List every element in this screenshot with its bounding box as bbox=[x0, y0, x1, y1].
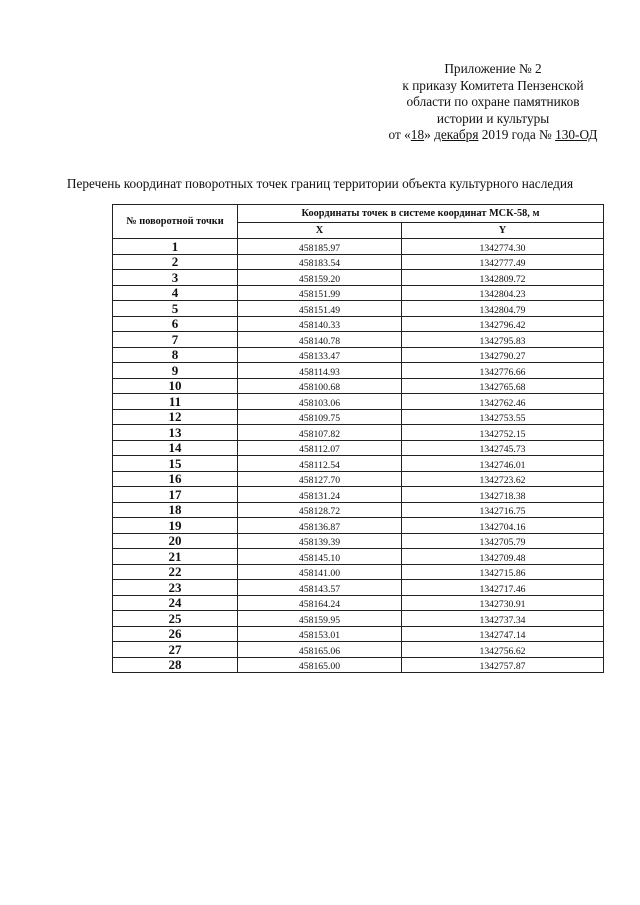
y-coordinate-cell: 1342809.72 bbox=[402, 270, 604, 286]
date-prefix: от « bbox=[388, 127, 411, 143]
x-coordinate-cell: 458164.24 bbox=[238, 595, 402, 611]
table-row bbox=[113, 595, 604, 611]
y-coordinate-cell: 1342717.46 bbox=[402, 580, 604, 596]
x-coordinate-cell: 458109.75 bbox=[238, 409, 402, 425]
x-coordinate-cell: 458141.00 bbox=[238, 564, 402, 580]
x-coordinate-cell: 458107.82 bbox=[238, 425, 402, 441]
x-coordinate-cell: 458112.54 bbox=[238, 456, 402, 472]
x-coordinate-cell: 458112.07 bbox=[238, 440, 402, 456]
x-coordinate-cell: 458185.97 bbox=[238, 239, 402, 255]
x-coordinate-cell: 458145.10 bbox=[238, 549, 402, 565]
point-number-cell: 25 bbox=[113, 611, 238, 627]
point-number-cell: 13 bbox=[113, 425, 238, 441]
y-coordinate-cell: 1342762.46 bbox=[402, 394, 604, 410]
y-coordinate-cell: 1342716.75 bbox=[402, 502, 604, 518]
y-coordinate-cell: 1342704.16 bbox=[402, 518, 604, 534]
x-coordinate-cell: 458183.54 bbox=[238, 254, 402, 270]
x-coordinate-cell: 458143.57 bbox=[238, 580, 402, 596]
appendix-number: Приложение № 2 bbox=[444, 61, 542, 76]
x-coordinate-cell: 458131.24 bbox=[238, 487, 402, 503]
y-coordinate-cell: 1342796.42 bbox=[402, 316, 604, 332]
table-row bbox=[113, 487, 604, 503]
table-row bbox=[113, 518, 604, 534]
y-column-header: Y bbox=[402, 222, 604, 238]
point-number-cell: 6 bbox=[113, 316, 238, 332]
x-coordinate-cell: 458100.68 bbox=[238, 378, 402, 394]
point-number-cell: 4 bbox=[113, 285, 238, 301]
y-coordinate-cell: 1342790.27 bbox=[402, 347, 604, 363]
x-coordinate-cell: 458165.00 bbox=[238, 657, 402, 673]
x-coordinate-cell: 458151.49 bbox=[238, 301, 402, 317]
point-number-cell: 20 bbox=[113, 533, 238, 549]
table-row bbox=[113, 285, 604, 301]
point-number-header: № поворотной точки bbox=[113, 205, 238, 239]
point-number-cell: 10 bbox=[113, 378, 238, 394]
x-coordinate-cell: 458103.06 bbox=[238, 394, 402, 410]
x-coordinate-cell: 458153.01 bbox=[238, 626, 402, 642]
order-date-line bbox=[380, 127, 606, 144]
x-coordinate-cell: 458159.95 bbox=[238, 611, 402, 627]
table-row bbox=[113, 580, 604, 596]
date-year: 2019 года № bbox=[478, 127, 556, 143]
table-row bbox=[113, 533, 604, 549]
y-coordinate-cell: 1342715.86 bbox=[402, 564, 604, 580]
table-row bbox=[113, 347, 604, 363]
order-number: 130-ОД bbox=[555, 127, 598, 143]
y-coordinate-cell: 1342723.62 bbox=[402, 471, 604, 487]
table-row bbox=[113, 564, 604, 580]
x-coordinate-cell: 458139.39 bbox=[238, 533, 402, 549]
point-number-cell: 3 bbox=[113, 270, 238, 286]
x-coordinate-cell: 458140.33 bbox=[238, 316, 402, 332]
point-number-cell: 21 bbox=[113, 549, 238, 565]
point-number-cell: 16 bbox=[113, 471, 238, 487]
point-number-cell: 15 bbox=[113, 456, 238, 472]
table-row bbox=[113, 440, 604, 456]
y-coordinate-cell: 1342747.14 bbox=[402, 626, 604, 642]
table-row bbox=[113, 270, 604, 286]
x-coordinate-cell: 458165.06 bbox=[238, 642, 402, 658]
y-coordinate-cell: 1342718.38 bbox=[402, 487, 604, 503]
point-number-cell: 19 bbox=[113, 518, 238, 534]
table-row bbox=[113, 502, 604, 518]
table-body bbox=[113, 239, 604, 673]
point-number-cell: 17 bbox=[113, 487, 238, 503]
y-coordinate-cell: 1342765.68 bbox=[402, 378, 604, 394]
table-row bbox=[113, 363, 604, 379]
point-number-cell: 28 bbox=[113, 657, 238, 673]
table-row bbox=[113, 316, 604, 332]
document-title: Перечень координат поворотных точек границ территории объекта культурного наследия bbox=[66, 176, 574, 191]
y-coordinate-cell: 1342756.62 bbox=[402, 642, 604, 658]
committee-name: области по охране памятников bbox=[406, 94, 580, 110]
order-day: 18 bbox=[410, 127, 425, 143]
coordinate-system-header: Координаты точек в системе координат МСК-58, м bbox=[238, 205, 604, 223]
point-number-cell: 22 bbox=[113, 564, 238, 580]
x-coordinate-cell: 458159.20 bbox=[238, 270, 402, 286]
y-coordinate-cell: 1342752.15 bbox=[402, 425, 604, 441]
point-number-cell: 27 bbox=[113, 642, 238, 658]
table-row bbox=[113, 378, 604, 394]
committee-name-cont: истории и культуры bbox=[436, 110, 550, 126]
table-row bbox=[113, 471, 604, 487]
y-coordinate-cell: 1342777.49 bbox=[402, 254, 604, 270]
point-number-cell: 26 bbox=[113, 626, 238, 642]
x-coordinate-cell: 458127.70 bbox=[238, 471, 402, 487]
y-coordinate-cell: 1342705.79 bbox=[402, 533, 604, 549]
x-coordinate-cell: 458114.93 bbox=[238, 363, 402, 379]
table-row bbox=[113, 456, 604, 472]
table-row bbox=[113, 254, 604, 270]
table-row bbox=[113, 332, 604, 348]
table-row bbox=[113, 394, 604, 410]
x-column-header: X bbox=[238, 222, 402, 238]
y-coordinate-cell: 1342709.48 bbox=[402, 549, 604, 565]
point-number-cell: 5 bbox=[113, 301, 238, 317]
x-coordinate-cell: 458128.72 bbox=[238, 502, 402, 518]
coordinates-table bbox=[112, 204, 604, 673]
table-row bbox=[113, 409, 604, 425]
point-number-cell: 12 bbox=[113, 409, 238, 425]
y-coordinate-cell: 1342745.73 bbox=[402, 440, 604, 456]
point-number-cell: 11 bbox=[113, 394, 238, 410]
table-row bbox=[113, 611, 604, 627]
point-number-cell: 18 bbox=[113, 502, 238, 518]
y-coordinate-cell: 1342804.23 bbox=[402, 285, 604, 301]
point-number-cell: 1 bbox=[113, 239, 238, 255]
order-month: декабря bbox=[434, 127, 479, 143]
table-row bbox=[113, 239, 604, 255]
point-number-cell: 8 bbox=[113, 347, 238, 363]
point-number-cell: 9 bbox=[113, 363, 238, 379]
y-coordinate-cell: 1342776.66 bbox=[402, 363, 604, 379]
date-sep: » bbox=[424, 127, 435, 143]
x-coordinate-cell: 458136.87 bbox=[238, 518, 402, 534]
y-coordinate-cell: 1342804.79 bbox=[402, 301, 604, 317]
point-number-cell: 7 bbox=[113, 332, 238, 348]
y-coordinate-cell: 1342737.34 bbox=[402, 611, 604, 627]
x-coordinate-cell: 458133.47 bbox=[238, 347, 402, 363]
table-row bbox=[113, 301, 604, 317]
table-row bbox=[113, 549, 604, 565]
order-reference: к приказу Комитета Пензенской bbox=[402, 77, 584, 93]
point-number-cell: 2 bbox=[113, 254, 238, 270]
x-coordinate-cell: 458151.99 bbox=[238, 285, 402, 301]
y-coordinate-cell: 1342746.01 bbox=[402, 456, 604, 472]
table-row bbox=[113, 425, 604, 441]
table-row bbox=[113, 626, 604, 642]
point-number-cell: 24 bbox=[113, 595, 238, 611]
x-coordinate-cell: 458140.78 bbox=[238, 332, 402, 348]
point-number-cell: 23 bbox=[113, 580, 238, 596]
appendix-header bbox=[380, 61, 606, 144]
y-coordinate-cell: 1342753.55 bbox=[402, 409, 604, 425]
table-row bbox=[113, 657, 604, 673]
y-coordinate-cell: 1342774.30 bbox=[402, 239, 604, 255]
table-row bbox=[113, 642, 604, 658]
y-coordinate-cell: 1342730.91 bbox=[402, 595, 604, 611]
y-coordinate-cell: 1342795.83 bbox=[402, 332, 604, 348]
y-coordinate-cell: 1342757.87 bbox=[402, 657, 604, 673]
point-number-cell: 14 bbox=[113, 440, 238, 456]
